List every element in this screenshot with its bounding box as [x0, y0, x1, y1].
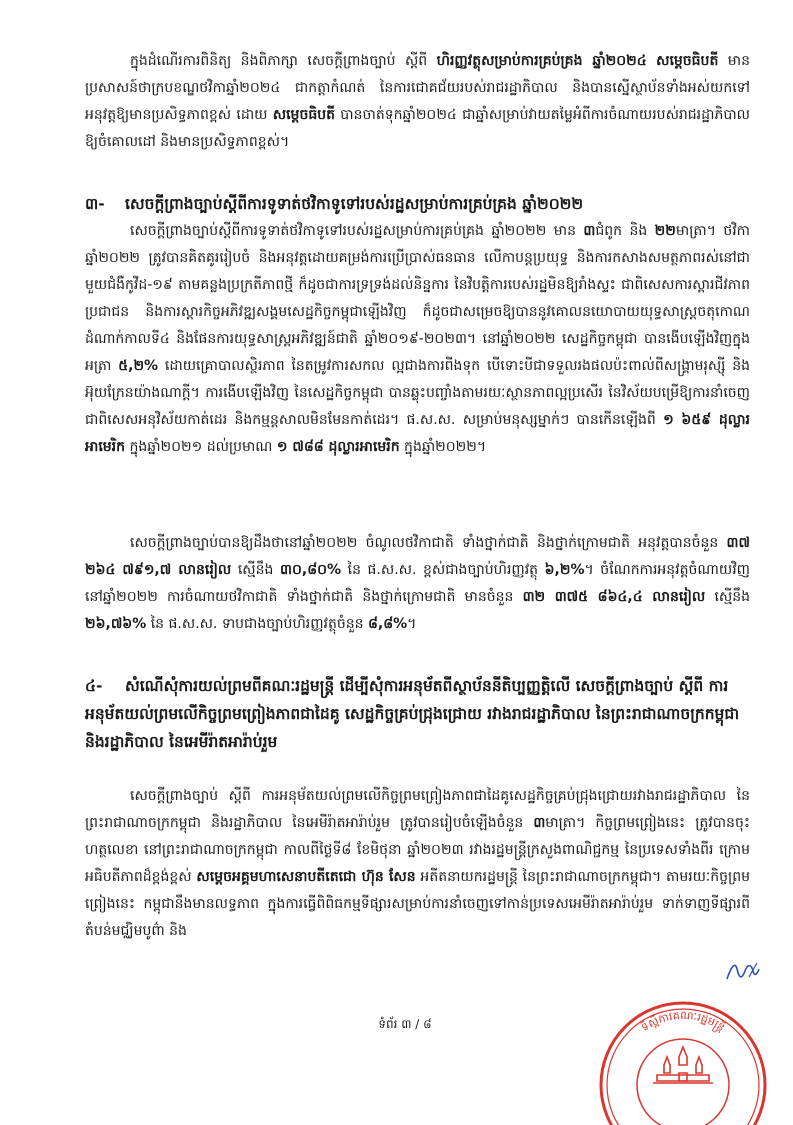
- section-4-heading: [85, 672, 750, 756]
- page-number: ទំព័រ ៣ / ៨: [378, 1017, 432, 1031]
- body-text: អតីតនាយករដ្ឋមន្ត្រី នៃព្រះរាជាណាចក្រកម្ពុជា។ តាមរយៈកិច្ចព្រមព្រៀងនេះ កម្ពុជានឹងមានលទ្ធភាព ក្នុងការធ្វើពិពិធកម្មទីផ្សារសម្រាប់ការនាំចេញទៅកាន់ប្រទេសអេមីរ៉ាតអារ៉ាប់រួម ទាក់ទាញទីផ្សារពីតំបន់មជ្ឈិមបូព៌ា និង: [85, 869, 751, 939]
- seal-center-ring: [637, 1039, 729, 1125]
- emphasized-text: សម្តេចធិបតី: [272, 107, 335, 123]
- emphasized-text: ១ ៦៥៩ ដុល្លារអាមេរិក: [85, 412, 750, 455]
- section-4-number: ៤-: [85, 677, 103, 695]
- emphasized-text: ២២: [654, 223, 676, 239]
- section-4-paragraph-1: [85, 783, 750, 945]
- emphasized-text: ៨,៨%: [368, 616, 408, 632]
- section-3-heading: [85, 190, 750, 218]
- seal-inner-ring: [607, 1009, 759, 1125]
- body-text: នៃ ផ.ស.ស. ទាបជាងច្បាប់ហិរញ្ញវត្ថុចំនួន: [146, 616, 368, 632]
- body-text: ជំពូក និង: [595, 223, 655, 239]
- body-text: ។ ចំណែកការអនុវត្តចំណាយវិញ នៅឆ្នាំ២០២២ ការចំណាយថវិកាជាតិ ទាំងថ្នាក់ជាតិ និងថ្នាក់ក្រោមជាតិ មានចំនួន: [85, 562, 751, 605]
- emphasized-text: ២៦,៧៦%: [85, 616, 147, 632]
- body-text: ដោយគ្រោបាលស្ថិរភាព នៃតម្រូវការសកល ល្អជាងការពីងទុក បើទោះបីជាទទួលរងផលប៉ះពាល់ពីសង្គ្រាមរុស្ស៊ី និងអ៊ុយក្រែនយ៉ាងណាក្តី។ ការងើបឡើងវិញ នៃសេដ្ឋកិច្ចកម្ពុជា បានឆ្លុះបញ្ចាំងតាមរយៈស្ថានភាពល្អប្រសើរ នៃវិស័យបម្រើឱ្យការនាំចេញ ជាពិសេសអនុវិស័យកាត់ដេរ និងកម្មន្តសាលមិនមែនកាត់ដេរ។ ផ.ស.ស. សម្រាប់មនុស្សម្នាក់ៗ បានកើនឡើងពី: [85, 358, 751, 428]
- signature-mark: [723, 957, 763, 987]
- emphasized-text: ៥,២%: [118, 358, 159, 374]
- emphasized-text: សម្តេចអគ្គមហាសេនាបតីតេជោ ហ៊ុន សែន: [196, 869, 416, 885]
- body-text: ក្នុងដំណើរការពិនិត្យ និងពិភាក្សា សេចក្តីព្រាងច្បាប់ ស្តីពី: [130, 53, 437, 69]
- seal-top-text: ទីស្ដីការគណៈរដ្ឋមន្ត្រី: [638, 1008, 728, 1035]
- section-3-paragraph-2: [85, 530, 750, 638]
- emphasized-text: ៣: [583, 223, 596, 239]
- body-text: ស្មើនឹង: [705, 589, 750, 605]
- body-text: បានចាត់ទុកឆ្នាំ២០២៤ ជាឆ្នាំសម្រាប់វាយតម្លៃអំពីការចំណាយរបស់រាជរដ្ឋាភិបាល ឱ្យចំគោលដៅ និងមានប្រសិទ្ធភាពខ្ពស់។: [85, 107, 750, 150]
- body-text: ក្នុងឆ្នាំ២០២២។: [399, 439, 487, 455]
- body-text: សេចក្តីព្រាងច្បាប់ស្តីពីការទូទាត់ថវិកាទូទៅរបស់រដ្ឋសម្រាប់ការគ្រប់គ្រង ឆ្នាំ២០២២ មាន: [130, 223, 584, 239]
- body-text: ក្នុងឆ្នាំ២០២១ ដល់ប្រមាណ: [125, 439, 277, 455]
- emphasized-text: សម្តេចធិបតី: [656, 53, 719, 69]
- body-text: មាត្រា។ ថវិកាឆ្នាំ២០២២ ត្រូវបានគិតគូររៀបចំ និងអនុវត្តដោយគម្រង់ការប្រើប្រាស់ធនធាន លើកាបន្តប្រយុទ្ធ និងការកសាងសមត្ថភាពរស់នៅជាមួយជំងឺកូវីដ-១៩ តាមគន្លងប្រក្រតីភាពថ្មី ក៏ដូចជាការទ្រទ្រង់ដល់និន្នការ នៃវិបត្តិការបេស់រដ្ឋមិនឱ្យរាំងស្ទះ ជាពិសេសការស្តារជីវភាពប្រជាជន និងការស្តារកិច្ចអភិវឌ្ឍសង្គមសេដ្ឋកិច្ចកម្ពុជាឡើងវិញ ក៏ដូចជាសម្រេចឱ្យបាននូវគោលនយោបាយយុទ្ធសាស្ត្រចតុកោណ ដំណាក់កាលទី៤ និងផែនការយុទ្ធសាស្ត្រអភិវឌ្ឍន៍ជាតិ ឆ្នាំ២០១៩-២០២៣។ នៅឆ្នាំ២០២២ សេដ្ឋកិច្ចកម្ពុជា បានងើបឡើងវិញក្នុងអត្រា: [85, 223, 750, 374]
- section-3-number: ៣-: [85, 195, 105, 213]
- temple-emblem: [653, 1047, 713, 1083]
- section-3-title: សេចក្តីព្រាងច្បាប់ស្តីពីការទូទាត់ថវិកាទូទៅរបស់រដ្ឋសម្រាប់ការគ្រប់គ្រង ឆ្នាំ២០២២: [125, 195, 584, 213]
- body-text: មាត្រា។ កិច្ចព្រមព្រៀងនេះ ត្រូវបានចុះហត្ថលេខា នៅព្រះរាជាណាចក្រកម្ពុជា កាលពីថ្ងៃទី៨ ខែមិថុនា ឆ្នាំ២០២៣ រវាងរដ្ឋមន្ត្រីក្រសួងពាណិជ្ជកម្ម នៃប្រទេសទាំងពីរ ក្រោមអធិបតីភាពដ៏ខ្ពង់ខ្ពស់: [85, 815, 750, 885]
- body-text: សេចក្តីព្រាងច្បាប់ ស្តីពី ការអនុម័តយល់ព្រមលើកិច្ចព្រមព្រៀងភាពជាដៃគូសេដ្ឋកិច្ចគ្រប់ជ្រុងជ្រោយរវាងរាជរដ្ឋាភិបាល នៃព្រះរាជាណាចក្រកម្ពុជា និងរដ្ឋាភិបាល នៃអេមីរ៉ាតអារ៉ាប់រួម ត្រូវបានរៀបចំឡើងចំនួន: [85, 788, 750, 831]
- emphasized-text: ៣០,៨០%: [280, 562, 342, 578]
- body-text: [647, 53, 656, 69]
- emphasized-text: ១ ៧៨៨ ដុល្លារអាមេរិក: [276, 439, 400, 455]
- emphasized-text: ៣: [533, 815, 546, 831]
- emphasized-text: ៣២ ៣៧៥ ៨៦៤,៤ លានរៀល: [522, 589, 706, 605]
- intro-paragraph: [85, 48, 750, 156]
- section-4-title: សំណើសុំការយល់ព្រមពីគណៈរដ្ឋមន្ត្រី ដើម្បីសុំការអនុម័តពីស្ថាប័ននីតិប្បញ្ញត្តិលើ សេចក្តីព្រាងច្បាប់ ស្តីពី ការអនុម័តយល់ព្រមលើកិច្ចព្រមព្រៀងភាពជាដៃគូ សេដ្ឋកិច្ចគ្រប់ជ្រុងជ្រោយ រវាងរាជរដ្ឋាភិបាល នៃព្រះរាជាណាចក្រកម្ពុជា និងរដ្ឋាភិបាល នៃអេមីរ៉ាតអារ៉ាប់រួម: [85, 677, 740, 751]
- body-text: ស្មើនឹង: [231, 562, 280, 578]
- body-text: ។: [407, 616, 417, 632]
- body-text: សេចក្តីព្រាងច្បាប់បានឱ្យដឹងថានៅឆ្នាំ២០២២ ចំណូលថវិកាជាតិ ទាំងថ្នាក់ជាតិ និងថ្នាក់ក្រោមជាតិ អនុវត្តបានចំនួន: [130, 535, 727, 551]
- official-seal: [595, 985, 770, 1125]
- body-text: មានប្រសាសន៍ថាក្របខណ្ឌថវិកាឆ្នាំ២០២៤ ជាកត្តាកំណត់ នៃការជោគជ័យរបស់រាជរដ្ឋាភិបាល និងបានស្នើស្ថាប័នទាំងអស់យកទៅអនុវត្តឱ្យមានប្រសិទ្ធភាពខ្ពស់ ដោយ: [85, 53, 751, 123]
- body-text: នៃ ផ.ស.ស. ខ្ពស់ជាងច្បាប់ហិរញ្ញវត្ថុ: [341, 562, 545, 578]
- emphasized-text: ហិរញ្ញវត្ថុសម្រាប់ការគ្រប់គ្រង ឆ្នាំ២០២៤: [436, 53, 647, 69]
- section-3-paragraph-1: [85, 218, 750, 461]
- emphasized-text: ៦,២%: [544, 562, 585, 578]
- emphasized-text: ៣៧ ២៦៤ ៧៩១,៧ លានរៀល: [85, 535, 750, 578]
